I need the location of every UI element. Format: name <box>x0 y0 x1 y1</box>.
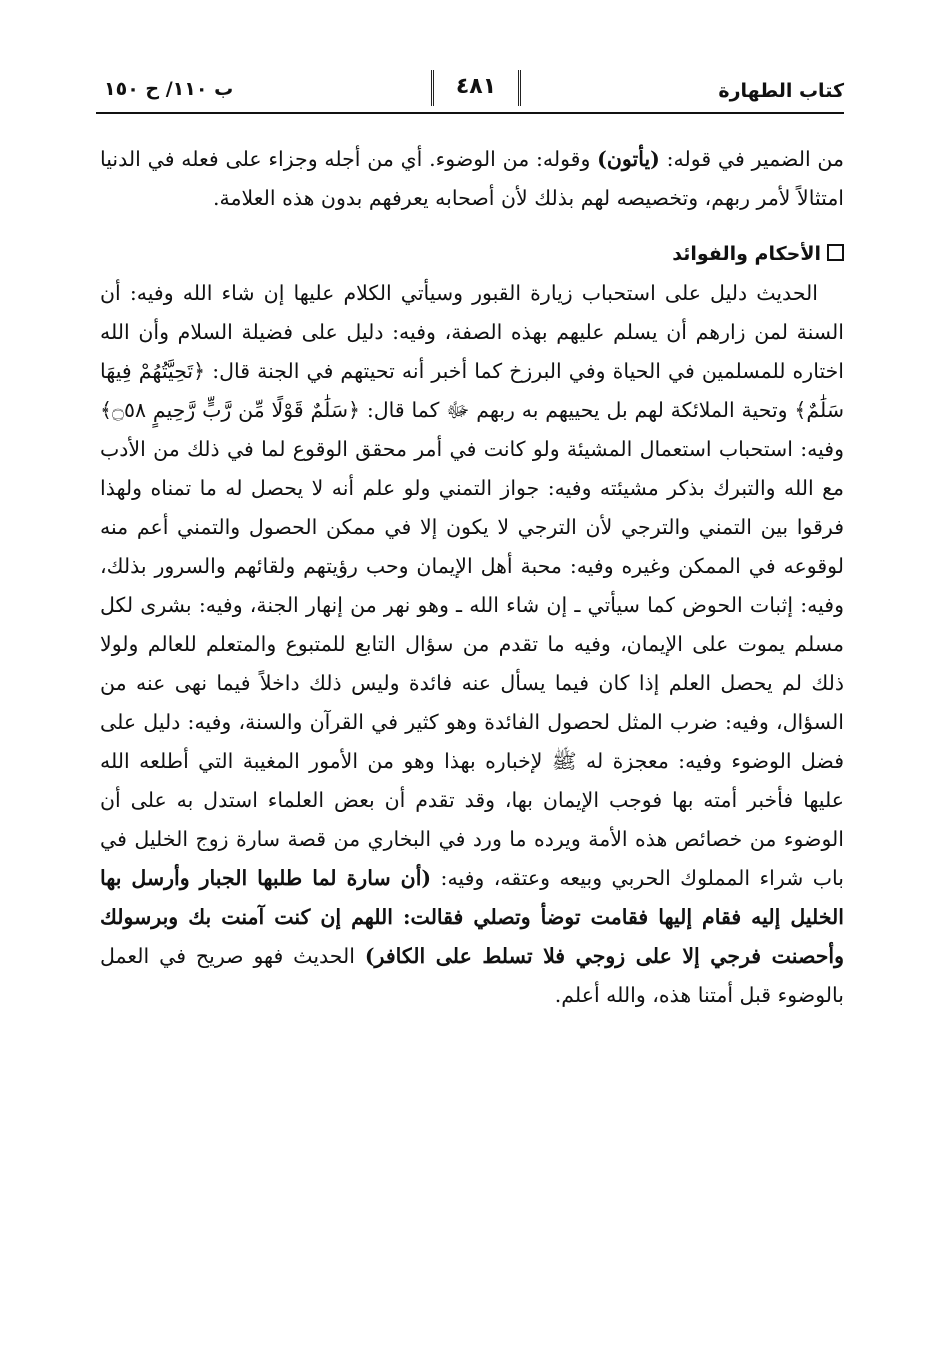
section-heading-text: الأحكام والفوائد <box>672 243 821 265</box>
book-title: كتاب الطهارة <box>718 80 844 102</box>
main-text: وتحية الملائكة لهم بل يحييهم به ربهم ﷻ كما قال: <box>360 398 795 422</box>
intro-quoted-word: (يأتون) <box>597 147 660 171</box>
main-text: الحديث دليل على استحباب زيارة القبور وسيأتي الكلام عليها إن شاء الله وفيه: أن السنة لمن زارهم أن يسلم عليهم بهذه الصفة، وفيه: دليل على فضيلة السلام وأن الله اختاره للمسلمين في الحياة وفي البرزخ كما أخبر أنه تحيتهم في الجنة قال: <box>100 281 844 383</box>
page-number: ٤٨١ <box>431 70 521 106</box>
quran-verse: ﴿تَحِيَّتُهُمْ فِيهَا سَلَٰمٌ﴾ <box>100 359 845 422</box>
intro-text-continued: وقوله: من الوضوء. أي من أجله وجزاء على فعله في الدنيا امتثالاً لأمر ربهم، وتخصيصه لهم بذلك لأن أصحابه يعرفهم بدون هذه العلامة. <box>100 147 844 210</box>
intro-paragraph <box>100 140 844 218</box>
quran-verse: ﴿سَلَٰمٌ قَوْلًا مِّن رَّبٍّ رَّحِيمٍ ۝٥٨﴾ <box>100 398 361 422</box>
section-heading <box>100 234 844 274</box>
hadith-reference: ب ١١٠/ ح ١٥٠ <box>104 78 234 100</box>
hadith-quote: (أن سارة لما طلبها الجبار وأرسل بها الخليل إليه فقام إليها فقامت توضأ وتصلي فقالت: اللهم إن كنت آمنت بك وبرسولك وأحصنت فرجي إلا على زوجي فلا تسلط على الكافر) <box>100 866 844 968</box>
main-text: وفيه: استحباب استعمال المشيئة ولو كانت في أمر محقق الوقوع لما في ذلك من الأدب مع الله والتبرك بذكر مشيئته وفيه: جواز التمني ولو علم أنه لا يحصل له ما تمناه ولهذا فرقوا بين التمني والترجي لأن الترجي لا يكون إلا في ممكن الحصول والتمني أعم منه لوقوعه في الممكن وغيره وفيه: محبة أهل الإيمان وحب رؤيتهم ولقائهم والسرور بذلك، وفيه: إثبات الحوض كما سيأتي ـ إن شاء الله ـ وهو نهر من إنهار الجنة، وفيه: بشرى لكل مسلم يموت على الإيمان، وفيه ما تقدم من سؤال التابع للمتبوع والمتعلم للعالم ولولا ذلك لم يحصل العلم إذا كان فيما يسأل عنه فائدة وليس ذلك داخلاً فيما نهى عنه من السؤال، وفيه: ضرب المثل لحصول الفائدة وهو كثير في القرآن والسنة، وفيه: دليل على فضل الوضوء وفيه: معجزة له ﷺ لإخباره بهذا وهو من الأمور المغيبة التي أطلعه الله عليها فأخبر أمته بها فوجب الإيمان بها، وقد تقدم أن بعض العلماء استدل به على أن الوضوء من خصائص هذه الأمة ويرده ما ورد في البخاري من قصة سارة زوج الخليل في باب شراء المملوك الحربي وبيعه وعتقه، وفيه: <box>100 437 844 890</box>
main-paragraph <box>100 274 844 1015</box>
intro-text: من الضمير في قوله: <box>659 147 845 171</box>
page-header <box>96 70 844 114</box>
page-body <box>100 140 844 1015</box>
header-divider <box>96 112 844 114</box>
square-bullet-icon <box>827 244 844 261</box>
main-text: الحديث فهو صريح في العمل بالوضوء قبل أمتنا هذه، والله أعلم. <box>100 944 844 1007</box>
